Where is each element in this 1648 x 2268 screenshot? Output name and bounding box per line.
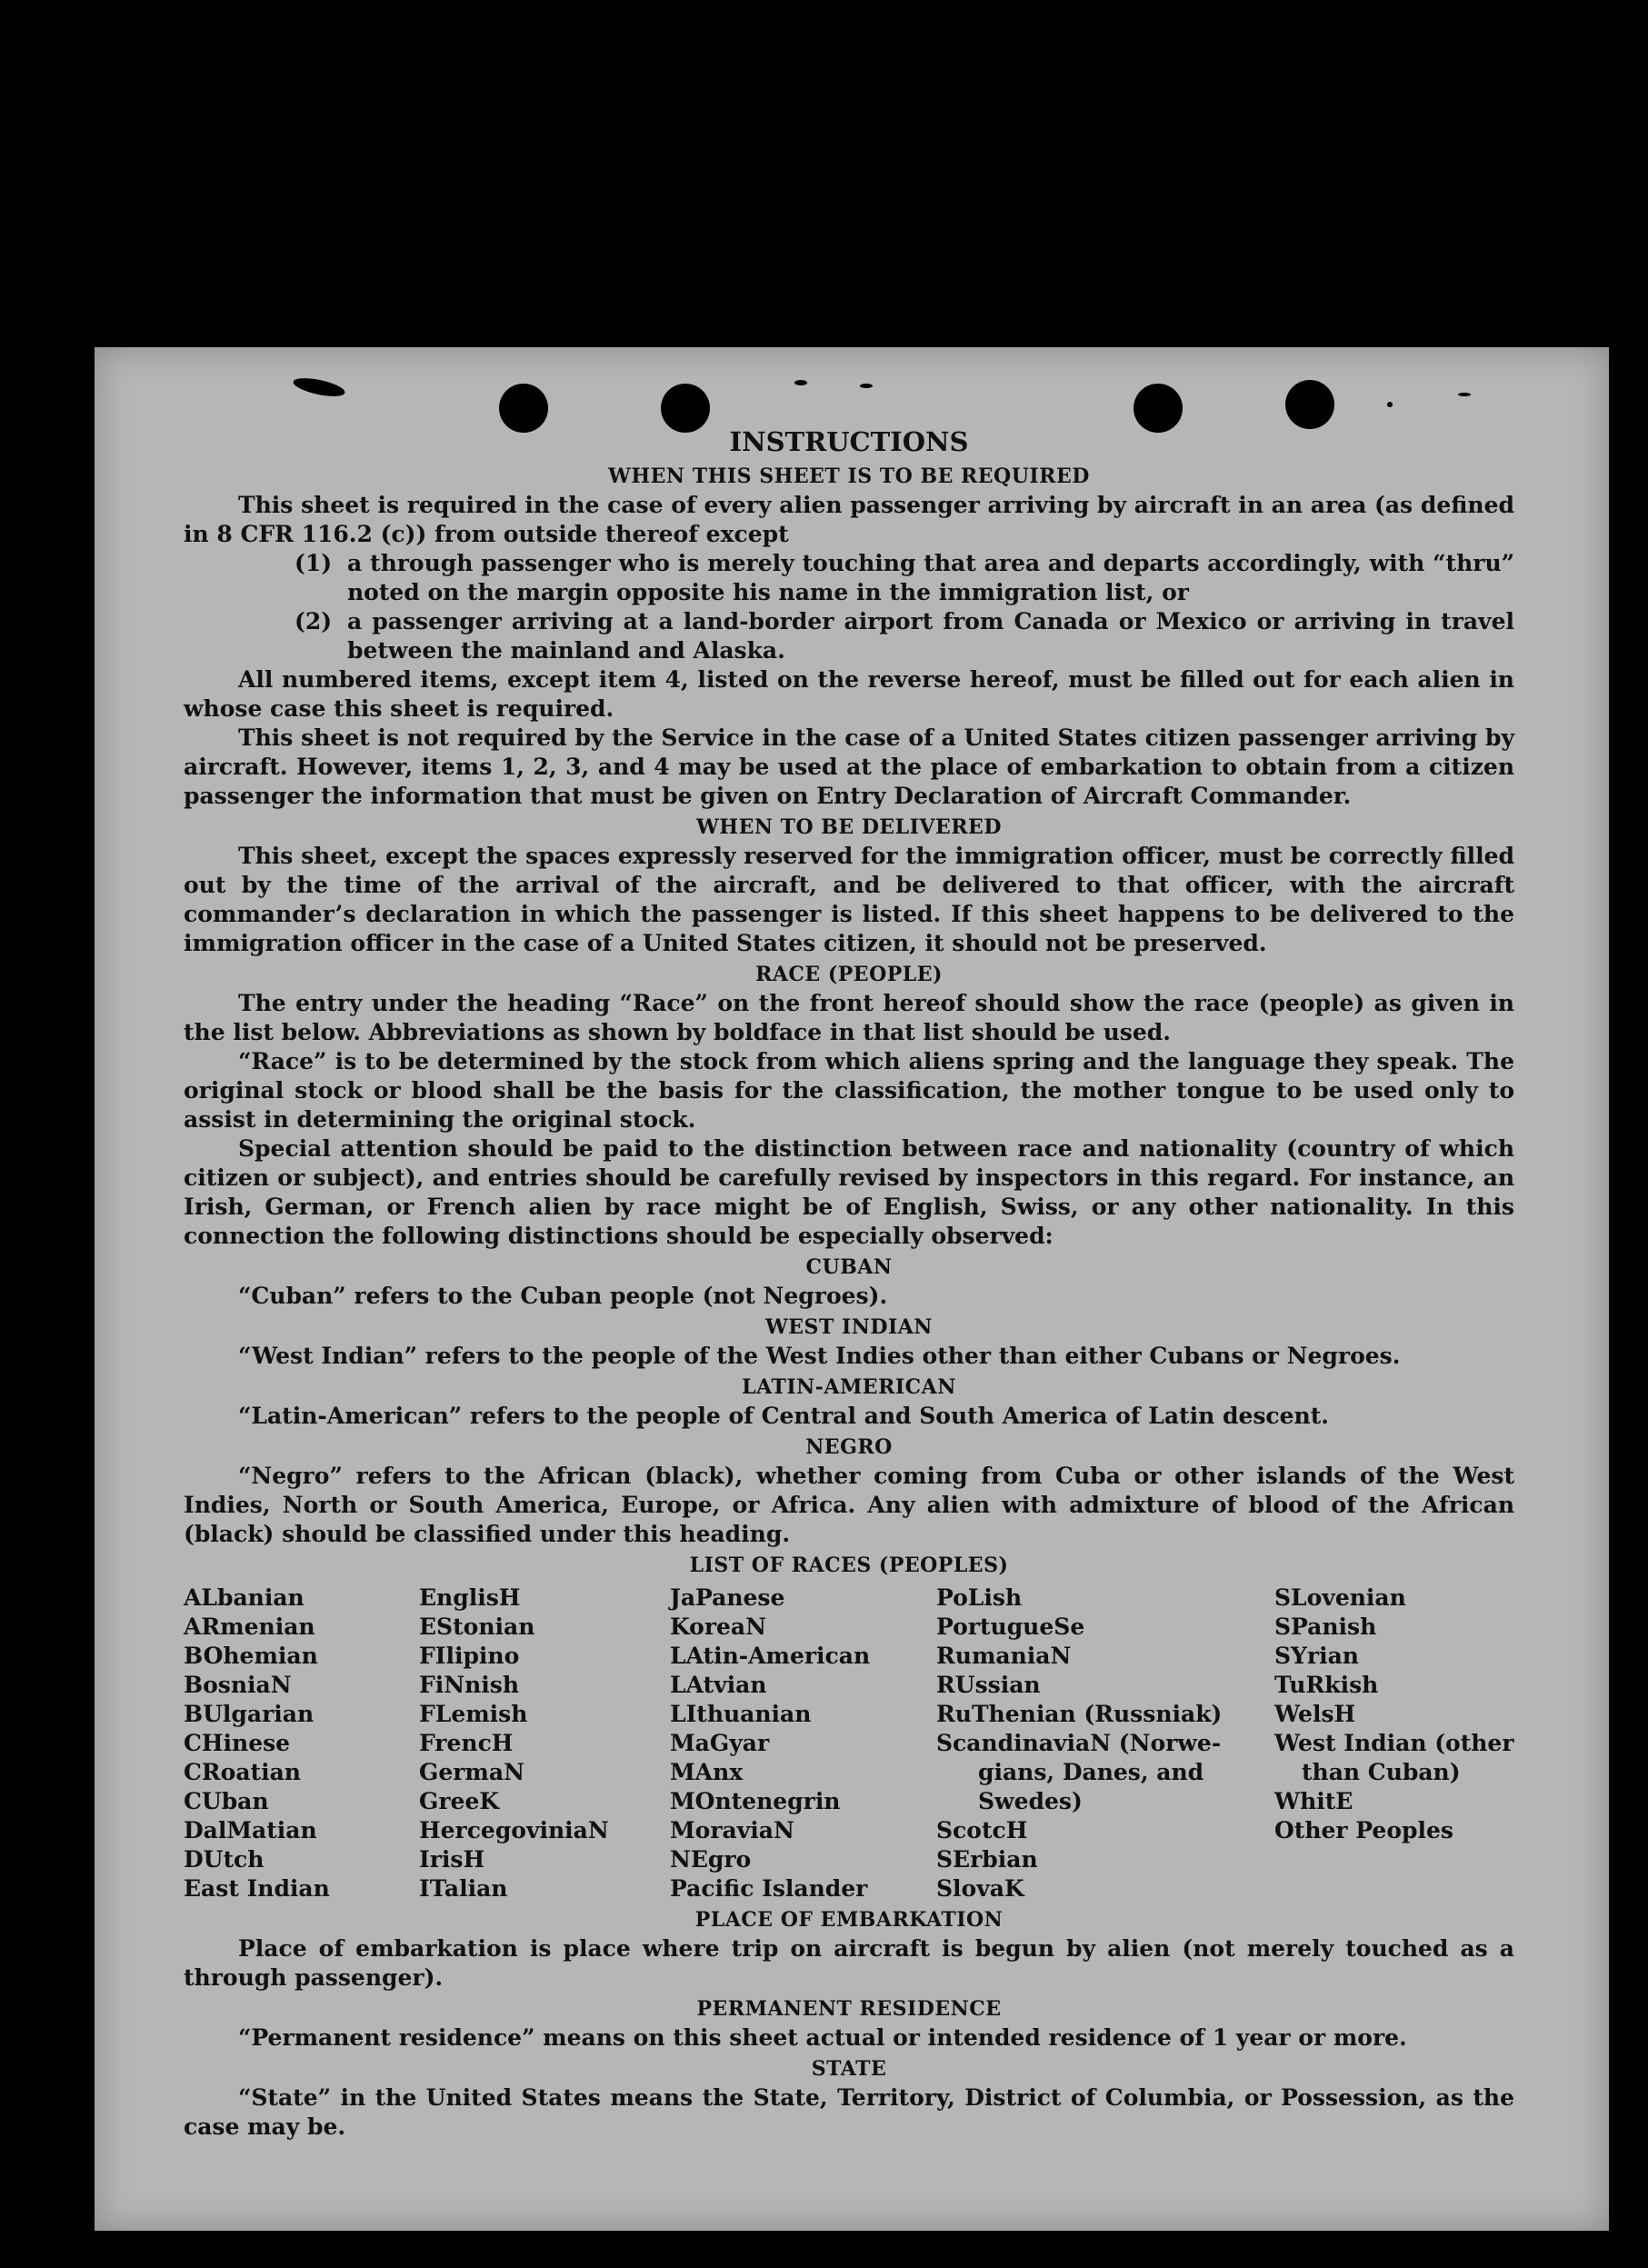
race-entry: KoreaN [670,1614,766,1640]
race-entry: MOntenegrin [670,1788,841,1814]
paper-mark [292,375,346,400]
item-text: a through passenger who is merely touching that area and departs accordingly, with “thru” noted on the margin opposite his name in the immigration list, or [347,550,1514,605]
instructions-content [184,424,1514,2142]
race-list-table [184,1584,1514,1903]
paragraph: “West Indian” refers to the people of the West Indies other than either Cubans or Negroes. [238,1343,1401,1369]
race-entry: ARmenian [184,1614,315,1640]
paragraph: This sheet, except the spaces expressly reserved for the immigration officer, must be correctly filled out by the time of the arrival of the aircraft, and be delivered to that officer, with the aircraft commander’s declaration in which the passenger is listed. If this sheet happens to be delivered to the immigration officer in the case of a United States citizen, it should not be preserved. [184,843,1514,956]
section-heading: CUBAN [805,1255,893,1279]
race-entry: East Indian [184,1875,330,1902]
race-entry: FrencH [419,1730,514,1756]
race-entry: MAnx [670,1759,744,1785]
race-entry: BUlgarian [184,1701,315,1727]
race-entry: CHinese [184,1730,291,1756]
item-number: (1) [295,550,333,576]
race-column [670,1584,936,1903]
race-entry-continued: than Cuban) [1302,1759,1461,1785]
race-column [184,1584,419,1903]
paragraph: The entry under the heading “Race” on the front hereof should show the race (people) as given in the list below. Abbreviations as shown by boldface in that list should be used. [184,990,1514,1045]
race-entry: SYrian [1274,1643,1359,1669]
section-heading: WHEN THIS SHEET IS TO BE REQUIRED [608,465,1090,488]
race-entry: FIlipino [419,1643,520,1669]
race-entry: LAtin-American [670,1643,871,1669]
section-heading: RACE (PEOPLE) [755,963,943,986]
race-column [419,1584,670,1903]
race-entry: MoraviaN [670,1817,794,1843]
section-heading: NEGRO [805,1435,893,1459]
race-entry: FLemish [419,1701,528,1727]
race-entry: SPanish [1274,1614,1377,1640]
item-number: (2) [295,608,333,634]
race-entry: RUssian [936,1672,1041,1698]
race-entry: RumaniaN [936,1643,1072,1669]
race-entry: GreeK [419,1788,500,1814]
punch-hole [1285,380,1334,429]
race-entry: JaPanese [670,1584,785,1611]
race-entry: GermaN [419,1759,524,1785]
item-text: a passenger arriving at a land-border airport from Canada or Mexico or arriving in travel between the mainland and Alaska. [347,608,1514,664]
race-entry: WhitE [1274,1788,1353,1814]
list-item [295,607,1514,665]
race-entry: BosniaN [184,1672,292,1698]
section-heading: WHEN TO BE DELIVERED [696,815,1002,839]
race-entry: HercegoviniaN [419,1817,609,1843]
race-entry: NEgro [670,1846,752,1873]
race-column [936,1584,1274,1903]
section-heading: LIST OF RACES (PEOPLES) [689,1554,1009,1577]
race-column [1274,1584,1514,1903]
paragraph: “Race” is to be determined by the stock from which aliens spring and the language they speak. The original stock or blood shall be the basis for the classification, the mother tongue to be used only to assist in determining the original stock. [184,1048,1514,1133]
race-entry: CRoatian [184,1759,301,1785]
paragraph: “Negro” refers to the African (black), whether coming from Cuba or other islands of the West Indies, North or South America, Europe, or Africa. Any alien with admixture of blood of the African (black) should be classified under this heading. [184,1463,1514,1547]
race-entry: Pacific Islander [670,1875,868,1902]
race-entry: IrisH [419,1846,485,1873]
section-heading: STATE [811,2057,887,2081]
list-item [295,549,1514,607]
section-heading: WEST INDIAN [765,1315,933,1339]
race-entry: FiNnish [419,1672,520,1698]
race-entry: ITalian [419,1875,508,1902]
paragraph: “Cuban” refers to the Cuban people (not Negroes). [238,1283,888,1309]
paper-mark [1387,402,1393,407]
race-entry: LIthuanian [670,1701,812,1727]
paragraph: “Permanent residence” means on this sheet actual or intended residence of 1 year or more. [238,2024,1407,2051]
race-entry: BOhemian [184,1643,318,1669]
race-entry: PortugueSe [936,1614,1085,1640]
race-entry: CUban [184,1788,269,1814]
race-entry: PoLish [936,1584,1023,1611]
race-entry: West Indian (other [1274,1730,1514,1756]
race-entry: DalMatian [184,1817,317,1843]
race-entry: RuThenian (Russniak) [936,1701,1223,1727]
paragraph: This sheet is required in the case of every alien passenger arriving by aircraft in an area (as defined in 8 CFR 116.2 (c)) from outside thereof except [184,492,1514,547]
race-entry: ScotcH [936,1817,1028,1843]
race-entry: SLovenian [1274,1584,1406,1611]
section-heading: LATIN-AMERICAN [742,1375,956,1399]
section-heading: PLACE OF EMBARKATION [694,1908,1004,1932]
race-entry: WelsH [1274,1701,1356,1727]
race-entry: EStonian [419,1614,535,1640]
race-entry: LAtvian [670,1672,767,1698]
race-entry: TuRkish [1274,1672,1379,1698]
paper-mark [794,380,807,385]
race-entry: SErbian [936,1846,1038,1873]
race-entry: SlovaK [936,1875,1024,1902]
paper-mark [860,384,873,388]
paragraph: “Latin-American” refers to the people of Central and South America of Latin descent. [238,1403,1329,1429]
race-entry: ALbanian [184,1584,305,1611]
paragraph: “State” in the United States means the State, Territory, District of Columbia, or Possession, as the case may be. [184,2084,1514,2140]
paper-mark [1458,393,1471,396]
race-entry: DUtch [184,1846,265,1873]
document-sheet [95,347,1609,2231]
paragraph: All numbered items, except item 4, listed on the reverse hereof, must be filled out for each alien in whose case this sheet is required. [184,666,1514,722]
paragraph: Place of embarkation is place where trip on aircraft is begun by alien (not merely touched as a through passenger). [184,1935,1514,1991]
section-heading: PERMANENT RESIDENCE [696,1997,1002,2021]
race-entry-continued: Swedes) [978,1788,1083,1814]
page-title: INSTRUCTIONS [729,426,969,457]
race-entry: Other Peoples [1274,1817,1453,1843]
paragraph: Special attention should be paid to the distinction between race and nationality (country of which citizen or subject), and entries should be carefully revised by inspectors in this regard. For instance, an Irish, German, or French alien by race might be of English, Swiss, or any other nationality. In this connection the following distinctions should be especially observed: [184,1135,1514,1249]
race-entry: ScandinaviaN (Norwe- [936,1730,1222,1756]
paragraph: This sheet is not required by the Service in the case of a United States citizen passenger arriving by aircraft. However, items 1, 2, 3, and 4 may be used at the place of embarkation to obtain from a citizen passenger the information that must be given on Entry Declaration of Aircraft Commander. [184,724,1514,809]
race-entry-continued: gians, Danes, and [978,1759,1204,1785]
race-entry: MaGyar [670,1730,770,1756]
race-entry: EnglisH [419,1584,521,1611]
